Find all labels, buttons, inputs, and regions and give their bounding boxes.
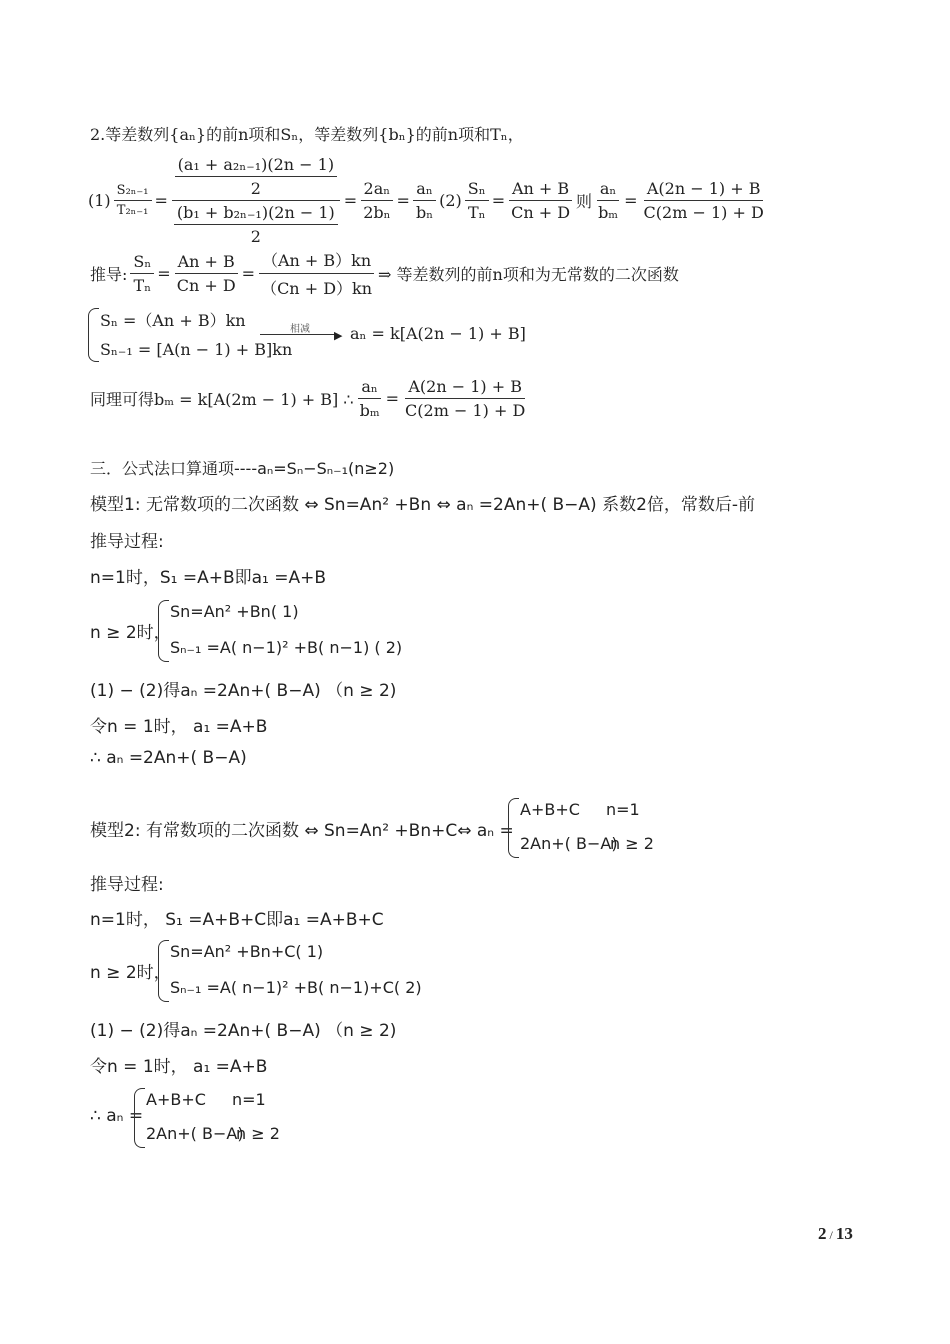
subtraction-system (88, 306, 526, 364)
page-current: 2 (818, 1224, 827, 1243)
page-total: 13 (835, 1224, 853, 1243)
model2-n1-line: n=1时， S₁ =A+B+C即a₁ =A+B+C (90, 910, 384, 930)
system-line-1: Sₙ =（An + B）kn (100, 311, 246, 330)
model2-title-brace (508, 798, 519, 858)
system-brace (88, 308, 99, 362)
model2-brace (158, 940, 169, 1002)
similar-result-fraction: $\frac{A(2n - 1) + B}{C(2m - 1) + D}$ (405, 376, 526, 420)
derive-r1-fraction: $\frac{An + B}{Cn + D}$ (174, 252, 239, 295)
model2-system (90, 938, 430, 1004)
model2-let-n1-line: 令n = 1时， a₁ =A+B (90, 1057, 268, 1077)
section2-intro: 2.等差数列{aₙ}的前n项和Sₙ，等差数列{bₙ}的前n项和Tₙ， (90, 125, 524, 144)
model1-system (90, 598, 420, 664)
model2-result-brace (134, 1088, 145, 1148)
derive-r2-fraction: $\frac{(An + B)kn}{(Cn + D)kn}$ (258, 248, 375, 299)
formula1-label: (1) (88, 190, 111, 210)
formula2-lhs-fraction: $\frac{\text{Sₙ}}{\text{Tₙ}}$ (465, 179, 489, 222)
model1-n1-line: n=1时，S₁ =A+B即a₁ =A+B (90, 568, 327, 588)
formula1-compound-fraction: $\frac{\frac{\text{(a₁ + a₂ₙ₋₁)(2n − 1)}}{2}}{\frac{\text{(b₁ + b₂ₙ₋₁)(2n − 1)}}{2}}$ (171, 155, 341, 246)
derive-conclusion: ⇒ 等差数列的前n项和为无常数的二次函数 (378, 264, 679, 284)
section3-heading: 三．公式法口算通项----aₙ=Sₙ−Sₙ₋₁(n≥2) (90, 459, 395, 478)
page-number (818, 1224, 853, 1244)
formula-ratio-line: (1) $\frac{\text{S₂ₙ₋₁}}{\text{T₂ₙ₋₁}}$ = $\frac{\frac{\text{(a₁ + a₂ₙ₋₁)(2n − 1)}}{2}}{\frac{\text{(b₁ + b₂ₙ₋₁)(2n − 1)}}{2}}$ = $\frac{\text{2aₙ}}{\text{2bₙ}}$ = $\frac{\text{aₙ}}{\text{bₙ}}$ (2) $\frac{\text{Sₙ}}{\text{Tₙ}}$ = $\frac{An + B}{Cn + D}$ 则 $\frac{\text{aₙ}}{\text{bₘ}}$ = $\frac{A(2n - 1) + B}{C(2m - 1) + D}$ (88, 158, 770, 242)
model1-process-label: 推导过程: (90, 532, 164, 552)
model2-system-line-2: Sₙ₋₁ =A( n−1)² +B( n−1)+C( 2) (170, 978, 422, 997)
derive-label: 推导: (90, 264, 128, 284)
model2-system-line-1: Sn=An² +Bn+C( 1) (170, 942, 324, 961)
model1-nge2-label: n ≥ 2时， (90, 623, 171, 643)
model1-therefore-line: ∴ aₙ =2An+( B−A) (90, 748, 247, 768)
model2-case2-cond: n ≥ 2 (610, 834, 654, 853)
formula1-fraction-2a-2b: $\frac{\text{2aₙ}}{\text{2bₙ}}$ (360, 179, 393, 222)
arrow-label: 相减 (290, 324, 310, 335)
model2-title: 模型2: 有常数项的二次函数 ⇔ Sn=An² +Bn+C⇔ aₙ = (90, 821, 514, 841)
formula2-ze: 则 (576, 191, 593, 211)
formula2-label: (2) (439, 190, 462, 210)
model2-result-case1-cond: n=1 (232, 1090, 266, 1109)
system-line-2: Sₙ₋₁ = [A(n − 1) + B]kn (100, 340, 293, 359)
model1-brace (158, 600, 169, 662)
model2-case1-expr: A+B+C (520, 800, 580, 819)
model2-result-case1-expr: A+B+C (146, 1090, 206, 1109)
formula2-result-fraction: $\frac{A(2n - 1) + B}{C(2m - 1) + D}$ (643, 178, 764, 222)
similar-ab-fraction: $\frac{\text{aₙ}}{\text{bₘ}}$ (359, 376, 380, 420)
model2-process-label: 推导过程: (90, 875, 164, 895)
derivation-line: 推导: $\frac{\text{Sₙ}}{\text{Tₙ}}$ = $\frac{An + B}{Cn + D}$ = $\frac{(An + B)kn}{(Cn + D)kn}$ ⇒ 等差数列的前n项和为无常数的二次函数 (90, 250, 679, 296)
formula2-ab-fraction: $\frac{\text{aₙ}}{\text{bₘ}}$ (598, 178, 619, 222)
arrow-head-icon: ▶ (334, 329, 343, 342)
model2-result-case2-cond: n ≥ 2 (236, 1124, 280, 1143)
model2-nge2-label: n ≥ 2时， (90, 963, 171, 983)
formula2-rhs-fraction: $\frac{An + B}{Cn + D}$ (508, 179, 573, 222)
derive-lhs-fraction: $\frac{\text{Sₙ}}{\text{Tₙ}}$ (130, 252, 154, 295)
model2-case2-expr: 2An+( B−A) (520, 834, 618, 853)
model1-system-line-1: Sn=An² +Bn( 1) (170, 602, 299, 621)
formula1-lhs-fraction: $\frac{\text{S₂ₙ₋₁}}{\text{T₂ₙ₋₁}}$ (114, 183, 152, 218)
page-separator: / (826, 1228, 836, 1242)
model1-title: 模型1: 无常数项的二次函数 ⇔ Sn=An² +Bn ⇔ aₙ =2An+( B−A) 系数2倍，常数后-前 (90, 495, 756, 515)
model2-title-row (90, 796, 710, 860)
similar-line: 同理可得bₘ = k[A(2m − 1) + B] ∴ $\frac{\text{aₙ}}{\text{bₘ}}$ = $\frac{A(2n - 1) + B}{C(2m - 1) + D}$ (90, 374, 531, 422)
model2-result-case2-expr: 2An+( B−A) (146, 1124, 244, 1143)
model2-difference-line: (1) − (2)得aₙ =2An+( B−A) （n ≥ 2) (90, 1021, 397, 1041)
formula1-fraction-a-b: $\frac{\text{aₙ}}{\text{bₙ}}$ (413, 179, 436, 222)
model2-case1-cond: n=1 (606, 800, 640, 819)
model2-result (90, 1086, 390, 1150)
model1-let-n1-line: 令n = 1时， a₁ =A+B (90, 717, 268, 737)
model2-therefore-label: ∴ aₙ = (90, 1106, 144, 1126)
model1-difference-line: (1) − (2)得aₙ =2An+( B−A) （n ≥ 2) (90, 681, 397, 701)
model1-system-line-2: Sₙ₋₁ =A( n−1)² +B( n−1) ( 2) (170, 638, 403, 657)
system-result: aₙ = k[A(2n − 1) + B] (350, 324, 526, 343)
arrow-shaft (260, 334, 338, 335)
similar-text: 同理可得bₘ = k[A(2m − 1) + B] ∴ (90, 389, 354, 409)
